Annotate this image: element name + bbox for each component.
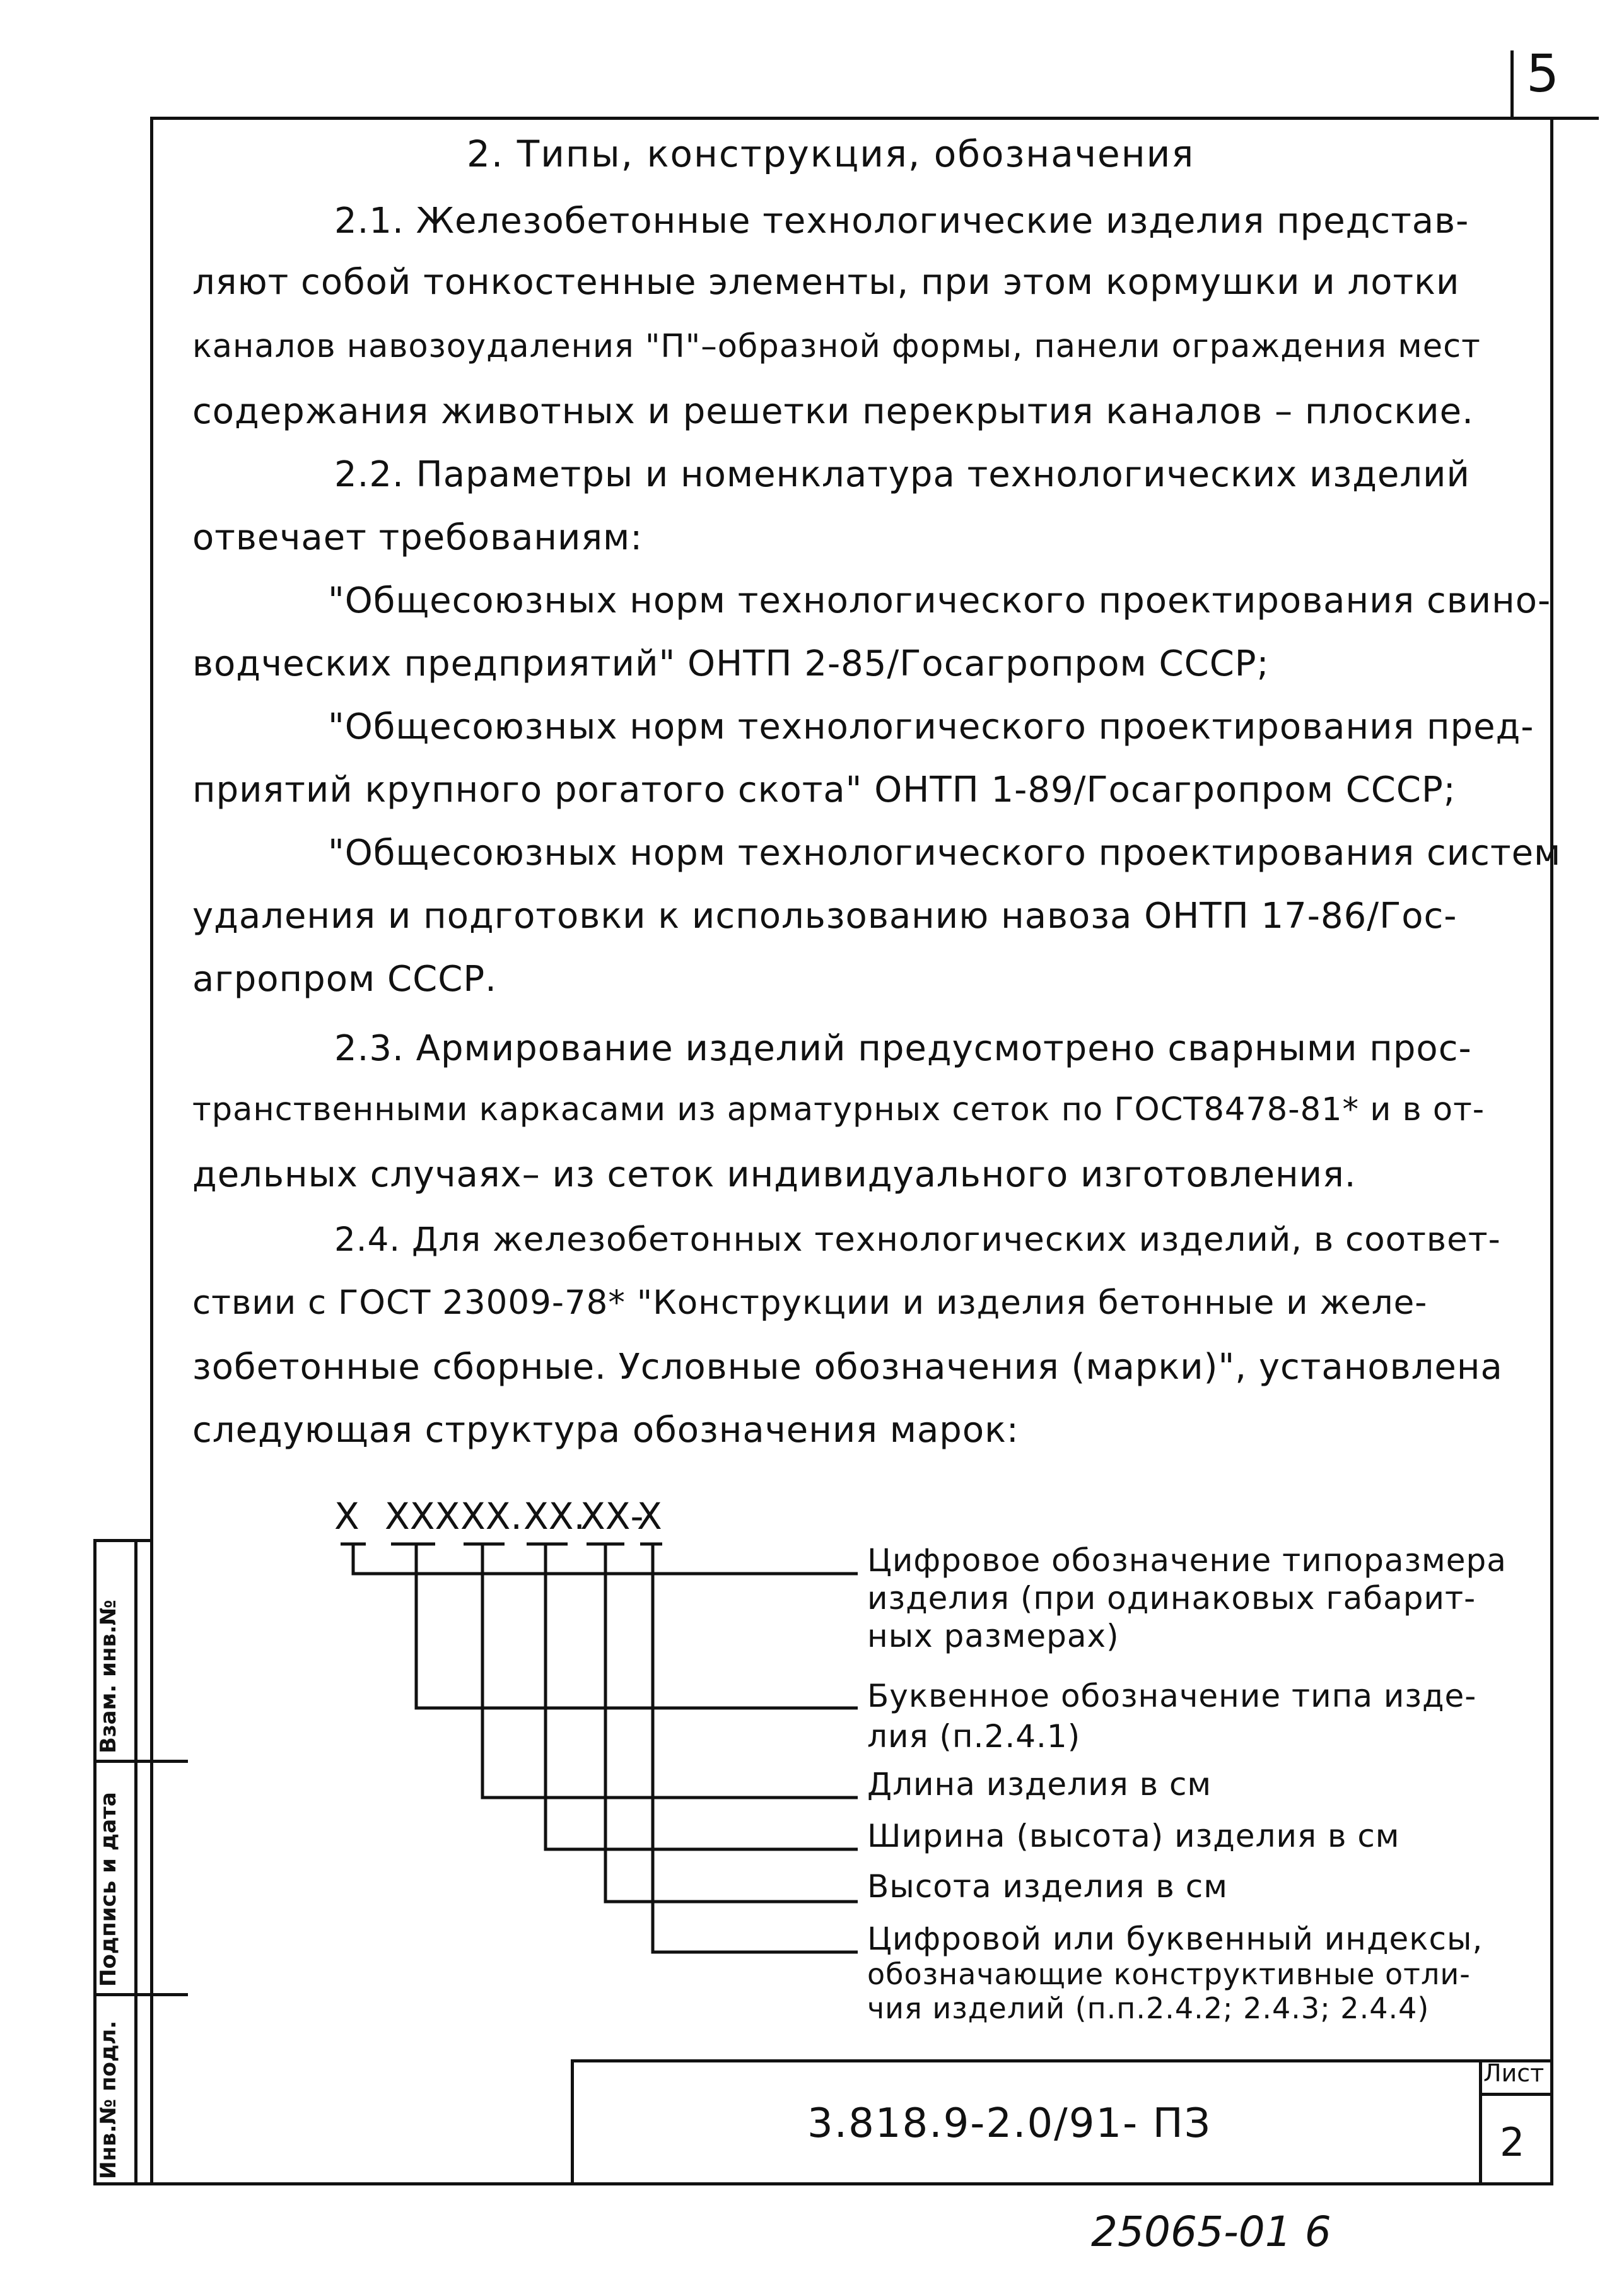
body-line: водческих предприятий" ОНТП 2-85/Госагропром СССР; bbox=[192, 643, 1270, 684]
body-line: транственными каркасами из арматурных сеток по ГОСТ8478-81* и в от- bbox=[192, 1091, 1485, 1128]
sheet-number: 2 bbox=[1500, 2119, 1525, 2165]
body-line: следующая структура обозначения марок: bbox=[192, 1410, 1019, 1451]
title-block-divider bbox=[1479, 2059, 1482, 2185]
code-segment: Х bbox=[637, 1495, 662, 1538]
section-title: 2. Типы, конструкция, обозначения bbox=[467, 132, 1195, 175]
legend-item-index: Цифровой или буквенный индексы, обозначающие конструктивные отли- чия изделий (п.п.2.4.2; 2.4.3; 2.4.4) bbox=[867, 1921, 1483, 2025]
body-line: каналов навозоудаления "П"–образной формы, панели ограждения мест bbox=[192, 328, 1481, 365]
body-line: зобетонные сборные. Условные обозначения (марки)", установлена bbox=[192, 1347, 1503, 1388]
document-code: 3.818.9-2.0/91- ПЗ bbox=[807, 2100, 1212, 2147]
side-label-signature-date: Подпись и дата bbox=[96, 1792, 121, 1987]
body-line: отвечает требованиям: bbox=[192, 517, 643, 558]
body-line: 2.3. Армирование изделий предусмотрено сварными прос- bbox=[334, 1028, 1472, 1069]
code-segment: ХХ. bbox=[460, 1495, 522, 1538]
side-label-inv-podl: Инв.№ подл. bbox=[96, 2020, 121, 2179]
code-segment: ХХХ bbox=[385, 1495, 460, 1538]
code-segment: ХХ. bbox=[523, 1495, 585, 1538]
legend-item-width: Ширина (высота) изделия в см bbox=[867, 1818, 1400, 1854]
page-number: 5 bbox=[1526, 44, 1560, 104]
body-line: удаления и подготовки к использованию навоза ОНТП 17-86/Гос- bbox=[192, 896, 1458, 937]
legend-item-type: Буквенное обозначение типа изде- лия (п.2.4.1) bbox=[867, 1678, 1477, 1755]
legend-item-length: Длина изделия в см bbox=[867, 1766, 1212, 1803]
body-line: "Общесоюзных норм технологического проектирования систем bbox=[328, 833, 1562, 874]
body-line: 2.1. Железобетонные технологические изделия представ- bbox=[334, 201, 1469, 242]
legend-item-height: Высота изделия в см bbox=[867, 1868, 1228, 1905]
side-label-vzam-inv: Взам. инв.№ bbox=[96, 1600, 121, 1753]
body-line: содержания животных и решетки перекрытия каналов – плоские. bbox=[192, 391, 1474, 432]
body-line: 2.2. Параметры и номенклатура технологических изделий bbox=[334, 454, 1470, 495]
sheet-label: Лист bbox=[1483, 2059, 1545, 2087]
body-line: дельных случаях– из сеток индивидуального изготовления. bbox=[192, 1154, 1357, 1195]
body-line: ствии с ГОСТ 23009-78* "Конструкции и изделия бетонные и желе- bbox=[192, 1284, 1428, 1322]
title-block-divider bbox=[1479, 2093, 1553, 2096]
body-line: 2.4. Для железобетонных технологических изделий, в соответ- bbox=[334, 1220, 1501, 1259]
code-segment: ХХ- bbox=[580, 1495, 644, 1538]
code-segment: Х bbox=[334, 1495, 359, 1538]
inventory-number: 25065-01 6 bbox=[1091, 2208, 1331, 2256]
body-line: агропром СССР. bbox=[192, 959, 497, 1000]
body-line: "Общесоюзных норм технологического проектирования свино- bbox=[328, 580, 1551, 621]
body-line: приятий крупного рогатого скота" ОНТП 1-89/Госагропром СССР; bbox=[192, 769, 1456, 810]
legend-item-size: Цифровое обозначение типоразмера изделия (при одинаковых габарит- ных размерах) bbox=[867, 1542, 1507, 1654]
body-line: "Общесоюзных норм технологического проектирования пред- bbox=[328, 706, 1534, 747]
body-line: ляют собой тонкостенные элементы, при этом кормушки и лотки bbox=[192, 262, 1460, 303]
